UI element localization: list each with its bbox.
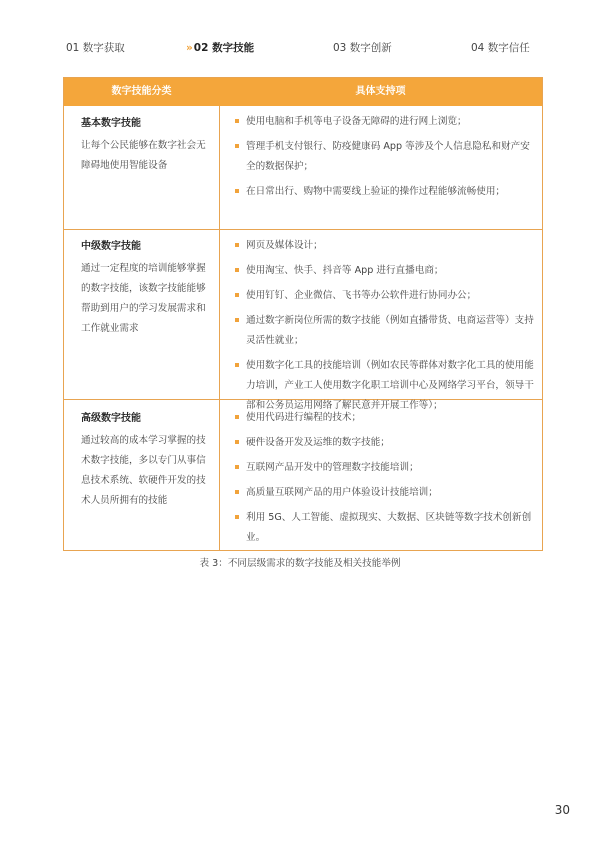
chevron-double-right-icon: » [186,42,191,54]
row-divider [64,229,542,230]
category-name: 基本数字技能 [81,118,141,129]
table-row-intermediate-items [235,236,535,421]
list-item: 通过数字新岗位所需的数字技能（例如直播带货、电商运营等）支持灵活性就业； [235,311,535,351]
category-description: 通过一定程度的培训能够掌握的数字技能，该数字技能能够帮助到用户的学习发展需求和工作就业需求 [81,263,206,334]
table-header [64,78,542,106]
section-nav [64,38,544,58]
list-item: 在日常出行、购物中需要线上验证的操作过程能够流畅使用； [235,182,535,202]
list-item: 管理手机支付银行、防疫健康码 App 等涉及个人信息隐私和财产安全的数据保护； [235,137,535,177]
table-row-basic-items [235,112,535,207]
category-description: 让每个公民能够在数字社会无障碍地使用智能设备 [81,140,206,171]
category-name: 高级数字技能 [81,413,141,424]
table-row-intermediate-category [81,238,209,339]
category-name: 中级数字技能 [81,241,141,252]
table-row-advanced-category [81,410,209,511]
table-caption: 表 3：不同层级需求的数字技能及相关技能举例 [199,558,401,569]
column-divider [219,106,220,550]
list-item: 使用代码进行编程的技术； [235,408,535,428]
nav-item-digital-skills-label: 02 数字技能 [193,42,255,54]
nav-item-digital-skills[interactable] [186,38,254,58]
list-item: 网页及媒体设计； [235,236,535,256]
header-support-items: 具体支持项 [355,86,406,97]
table-row-basic-category [81,115,209,176]
skills-table [63,77,543,551]
list-item: 使用电脑和手机等电子设备无障碍的进行网上浏览； [235,112,535,132]
nav-item-digital-trust[interactable]: 04 数字信任 [471,42,530,54]
list-item: 硬件设备开发及运维的数字技能； [235,433,535,453]
list-item: 使用淘宝、快手、抖音等 App 进行直播电商； [235,261,535,281]
list-item: 高质量互联网产品的用户体验设计技能培训； [235,483,535,503]
category-description: 通过较高的成本学习掌握的技术数字技能，多以专门从事信息技术系统、软硬件开发的技术人员所拥有的技能 [81,435,206,506]
table-row-advanced-items [235,408,535,553]
nav-item-digital-access[interactable]: 01 数字获取 [66,42,125,54]
header-category: 数字技能分类 [111,86,172,97]
list-item: 利用 5G、人工智能、虚拟现实、大数据、区块链等数字技术创新创业。 [235,508,535,548]
nav-item-digital-innovation[interactable]: 03 数字创新 [333,42,392,54]
page-number: 30 [554,803,570,817]
list-item: 使用钉钉、企业微信、飞书等办公软件进行协同办公； [235,286,535,306]
list-item: 互联网产品开发中的管理数字技能培训； [235,458,535,478]
list-item: 使用数字化工具的技能培训（例如农民等群体对数字化工具的使用能力培训，产业工人使用数字化职工培训中心及网络学习平台，领导干部和公务员运用网络了解民意并开展工作等）； [235,356,535,416]
